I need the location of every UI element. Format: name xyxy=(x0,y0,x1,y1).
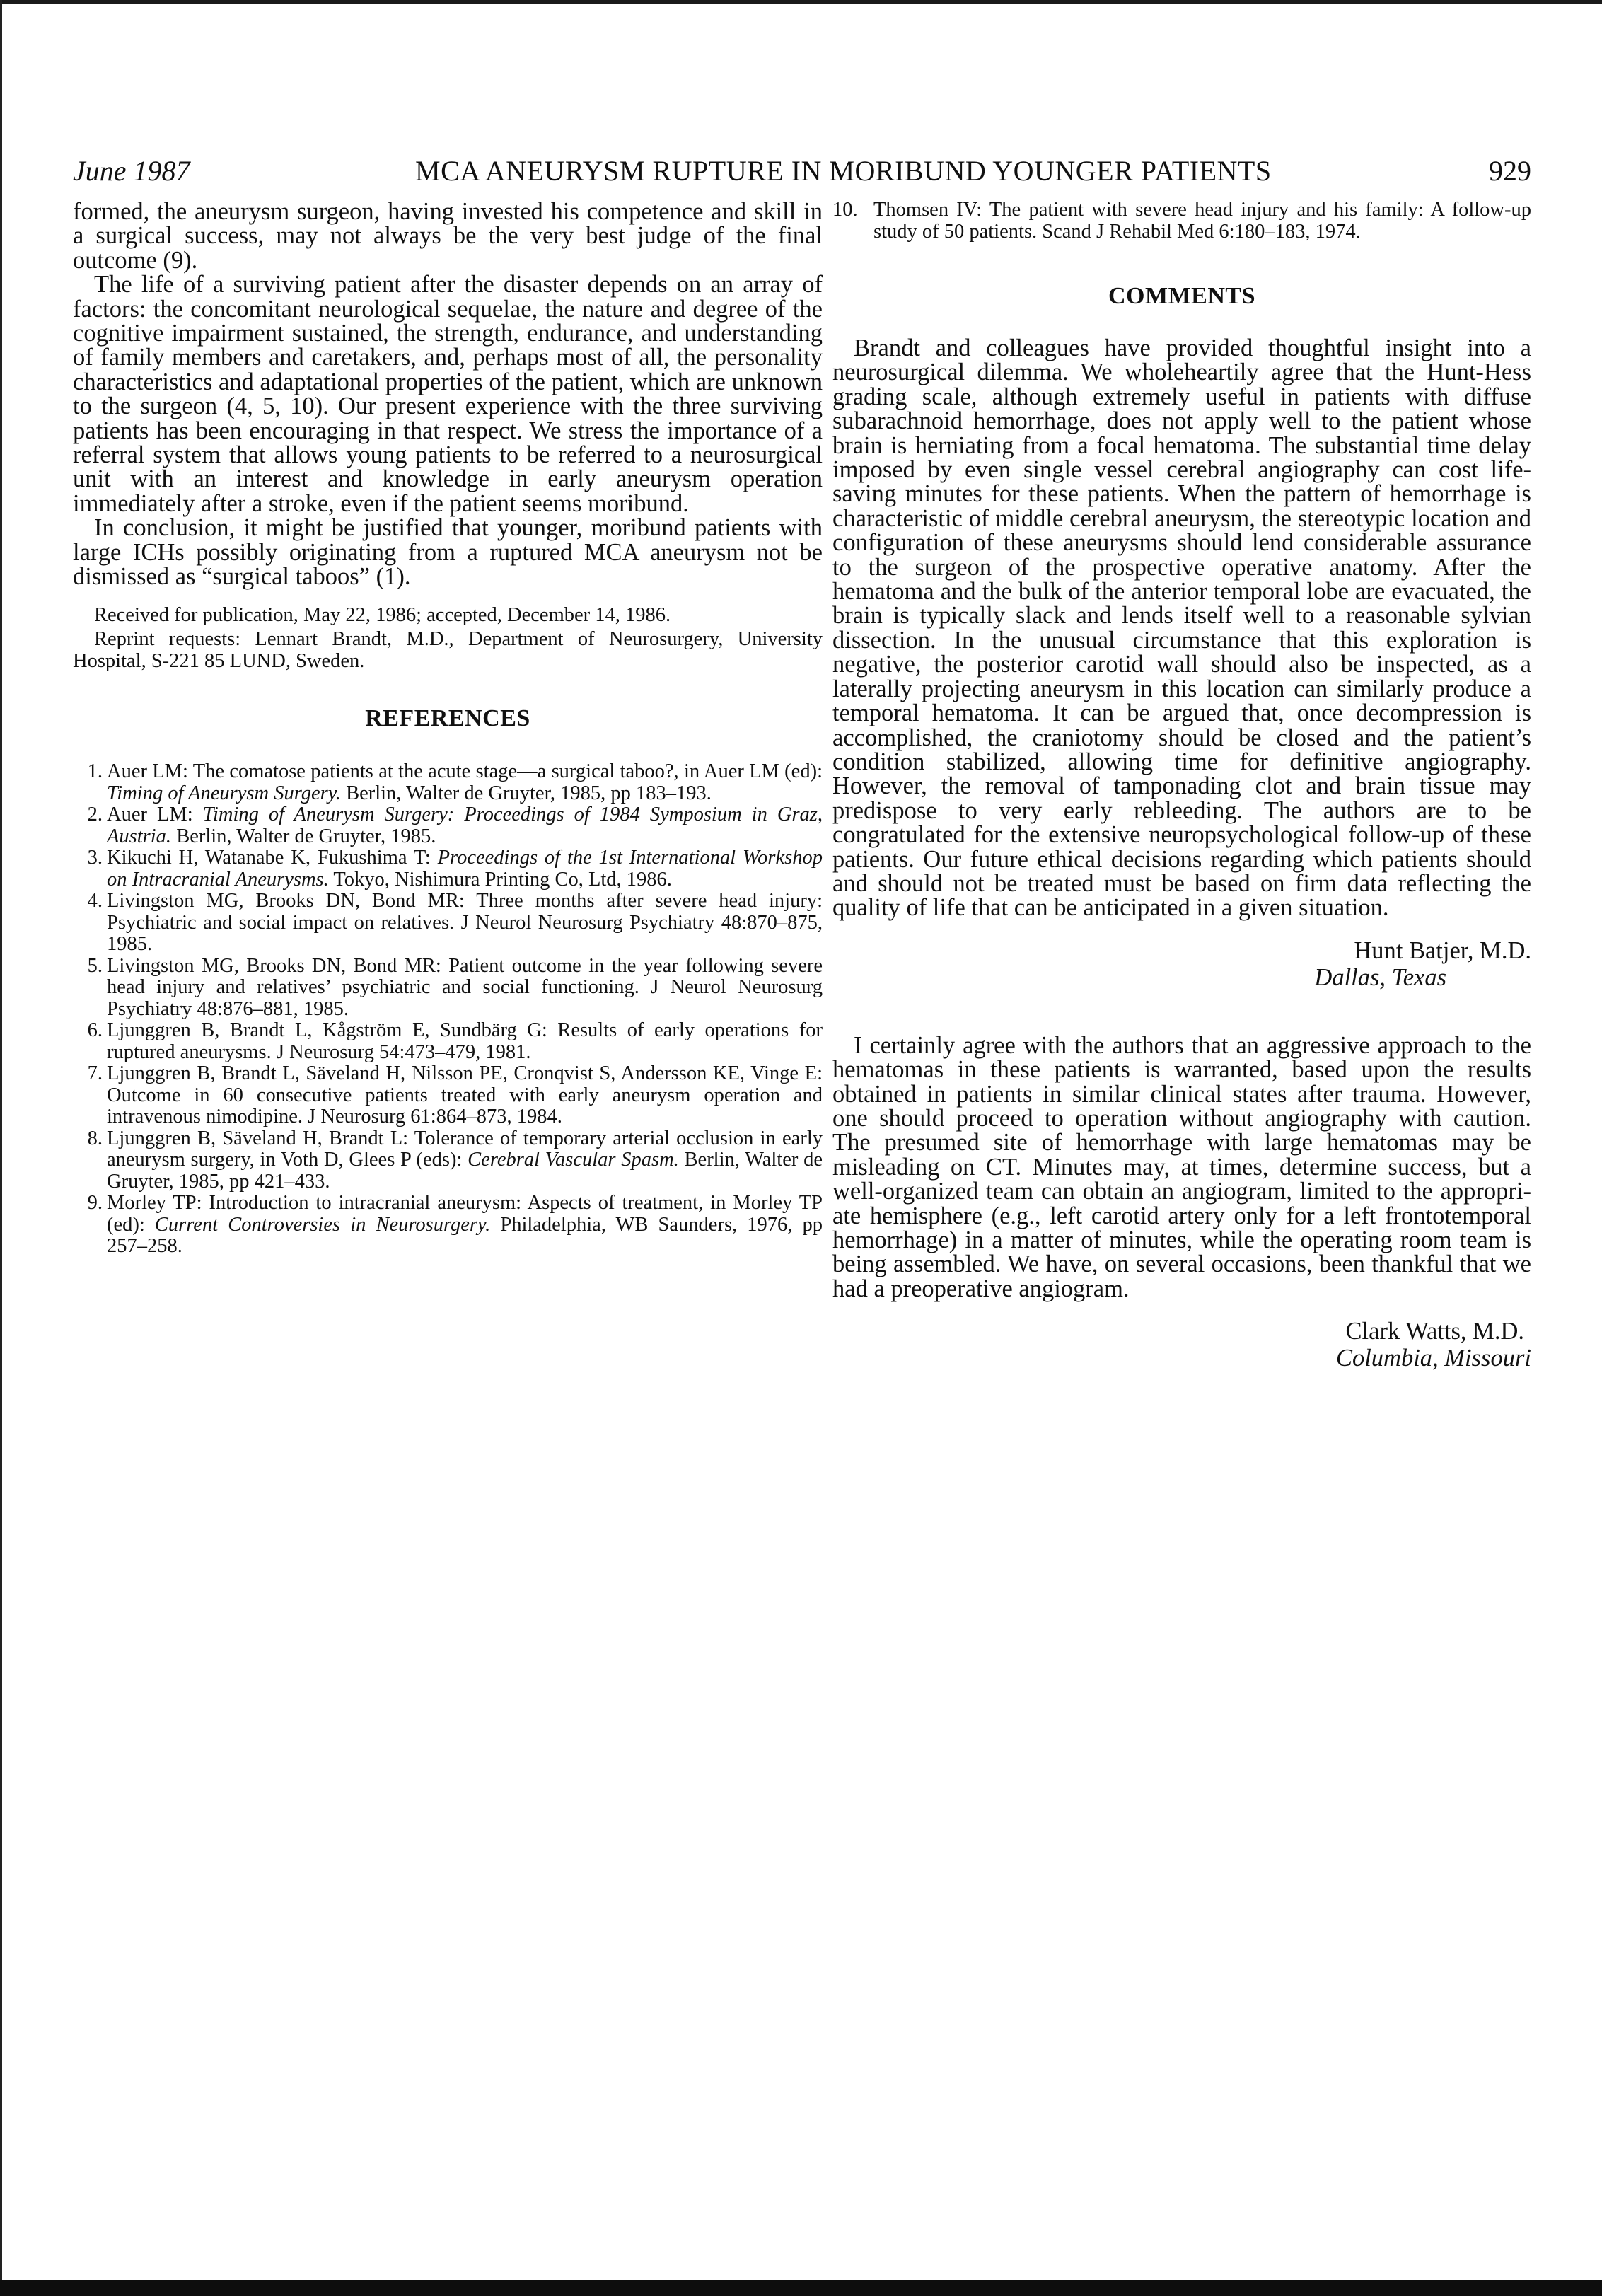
comment-location: Columbia, Missouri xyxy=(1335,1345,1531,1372)
scan-edge-bottom xyxy=(0,2280,1602,2296)
running-head xyxy=(73,153,1531,190)
received-note: Received for publication, May 22, 1986; accepted, December 14, 1986. xyxy=(94,603,671,626)
reference-title-italic: Timing of Aneurysm Surgery. xyxy=(107,782,341,804)
reference-item xyxy=(73,1193,823,1258)
references-list xyxy=(73,761,823,1258)
running-title: MCA ANEURYSM RUPTURE IN MORIBUND YOUNGER PATIENTS xyxy=(415,155,1272,187)
comment-watts xyxy=(832,1033,1531,1372)
reference-number: 4. xyxy=(87,890,103,912)
article-notes xyxy=(73,605,823,673)
scan-edge-left xyxy=(0,0,2,2296)
reference-publisher: Berlin, Walter de Gruyter, 1985, pp 183–193. xyxy=(340,782,712,804)
reference-item xyxy=(73,761,823,804)
comment-author: Hunt Batjer, M.D. xyxy=(1354,937,1531,964)
reference-text: Ljunggren B, Säveland H, Brandt L: Tolerance of temporary arterial occlusion in early aneurysm surgery, in Voth D, Glees P (eds): xyxy=(107,1127,823,1171)
reference-item xyxy=(73,1128,823,1193)
reference-item xyxy=(73,891,823,956)
reference-number: 8. xyxy=(87,1127,103,1149)
reference-title-italic: Timing of Aneurysm Surgery: Proceedings of 1984 Symposium in Graz, Austria. xyxy=(107,804,823,847)
reference-text: Morley TP: Introduction to intracranial aneurysm: Aspects of treatment, in Morley TP (ed): xyxy=(107,1192,823,1236)
reference-title-italic: Cerebral Vascular Spasm. xyxy=(468,1149,679,1171)
reference-item xyxy=(73,804,823,847)
right-column xyxy=(832,199,1531,1372)
comment-signature xyxy=(832,937,1531,991)
reference-number: 2. xyxy=(87,804,103,825)
reference-number: 10. xyxy=(832,199,858,221)
reference-text: Livingston MG, Brooks DN, Bond MR: Three months after severe head injury: Psychiatric and social impact on relatives. J Neurol Neurosurg Psychiatry 48:870–875, 1985. xyxy=(107,890,823,955)
issue-date: June 1987 xyxy=(73,155,190,187)
comment-signature xyxy=(832,1318,1531,1372)
reference-number: 1. xyxy=(87,760,103,782)
scan-edge-top xyxy=(0,0,1602,4)
reference-item xyxy=(73,1020,823,1063)
body-paragraph: formed, the aneurysm surgeon, having invested his competence and skill in a surgical success, may not always be the very best judge of the final outcome (9). xyxy=(73,198,823,274)
reference-text: Auer LM: xyxy=(107,804,203,825)
comment-author: Clark Watts, M.D. xyxy=(1345,1318,1524,1345)
reference-item xyxy=(832,199,1531,243)
reference-title-italic: Proceedings of the 1st International Workshop on Intracranial Aneurysms. xyxy=(107,847,823,891)
reprint-note: Reprint requests: Lennart Brandt, M.D., Department of Neurosurgery, University Hospital, S-221 85 LUND, Sweden. xyxy=(73,628,823,672)
body-paragraph: In conclusion, it might be justified that younger, moribund patients with large ICHs possibly originating from a ruptured MCA aneurysm not be dismissed as “surgical taboos” (1). xyxy=(73,514,823,591)
body-paragraph: The life of a surviving patient after the disaster depends on an array of factors: the concomitant neurological sequelae, the nature and degree of the cognitive impairment sustained, the strength, endurance, and understanding of family members and caretakers, and, perhaps most of all, the personality characteristics and adaptational properties of the patient, which are unknown to the surgeon (4, 5, 10). Our present experience with the three surviving patients has been encouraging in that respect. We stress the importance of a referral system that allows young patients to be referred to a neurosurgical unit with an interest and knowledge in early aneurysm operation immediately after a stroke, even if the patient seems moribund. xyxy=(73,271,823,517)
references-list-continued xyxy=(832,199,1531,243)
comment-batjer xyxy=(832,336,1531,991)
reference-item xyxy=(73,956,823,1021)
reference-publisher: Berlin, Walter de Gruyter, 1985. xyxy=(171,825,436,847)
reference-text: Thomsen IV: The patient with severe head injury and his family: A follow-up study of 50 patients. Scand J Rehabil Med 6:180–183, 1974. xyxy=(873,199,1531,243)
reference-text: Ljunggren B, Brandt L, Säveland H, Nilsson PE, Cronqvist S, Andersson KE, Vinge E: Outcome in 60 consecutive patients treated with early aneurysm operation and intravenous nimodipine. J Neurosurg 61:864–873, 1984. xyxy=(107,1062,823,1127)
left-column xyxy=(73,199,823,1258)
reference-text: Auer LM: The comatose patients at the acute stage—a surgical taboo?, in Auer LM (ed): xyxy=(107,760,823,782)
reference-text: Livingston MG, Brooks DN, Bond MR: Patient outcome in the year following severe head injury and relatives’ psychiatric and social functioning. J Neurol Neurosurg Psychiatry 48:876–881, 1985. xyxy=(107,954,823,1020)
reference-number: 5. xyxy=(87,954,103,977)
reference-number: 9. xyxy=(87,1192,103,1214)
comments-heading: COMMENTS xyxy=(1108,283,1255,309)
reference-publisher: Berlin, Walter de Gruyter, 1985, pp 421–433. xyxy=(107,1149,823,1193)
reference-item xyxy=(73,1063,823,1128)
reference-publisher: Tokyo, Nishimura Printing Co, Ltd, 1986. xyxy=(328,868,672,891)
references-heading: REFERENCES xyxy=(365,705,530,731)
page-number: 929 xyxy=(1489,155,1531,187)
comment-text: Brandt and colleagues have provided thoughtful insight into a neurosurgical dilemma. We wholeheartily agree that the Hunt-Hess grading scale, although extremely useful in patients with diffuse subarachnoid hemorrhage, does not apply well to the patient whose brain is herniating from a focal hematoma. The substantial time delay imposed by even single vessel cerebral angiography can cost life-saving minutes for these patients. When the pattern of hemorrhage is characteristic of middle cerebral aneurysm, the stereotypic location and configuration of these aneurysms should lend considerable assurance to the surgeon of the prospective operative anatomy. After the hematoma and the bulk of the anterior temporal lobe are evacuated, the brain is typically slack and lends itself well to a reasonable sylvian dissection. In the unusual circumstance that this exploration is negative, the posterior carotid wall should also be inspected, as a laterally projecting aneurysm in this location can similarly produce a temporal hematoma. It can be argued that, once decompression is accomplished, the craniotomy should be closed and the patient’s condition stabilized, allowing time for definitive angiography. However, the removal of tamponading clot and brain tissue may predispose to very early rebleeding. The authors are to be congratulated for the extensive neuropsychological follow-up of these patients. Our future ethical decisions regarding which patients should and should not be treated must be based on firm data reflecting the quality of life that can be anticipated in a given situation. xyxy=(832,335,1531,922)
reference-number: 3. xyxy=(87,847,103,869)
reference-text: Kikuchi H, Watanabe K, Fukushima T: xyxy=(107,847,438,869)
comment-location: Dallas, Texas xyxy=(1314,963,1446,991)
reference-number: 7. xyxy=(87,1062,103,1084)
reference-text: Ljunggren B, Brandt L, Kågström E, Sundbärg G: Results of early operations for ruptured aneurysms. J Neurosurg 54:473–479, 1981. xyxy=(107,1019,823,1063)
reference-number: 6. xyxy=(87,1019,103,1041)
comment-text: I certainly agree with the authors that an aggressive approach to the hematomas in these patients is warranted, based upon the results obtained in patients in similar clinical states after trauma. However, one should proceed to operation without angiography with caution. The presumed site of hemorrhage with large hematomas may be misleading on CT. Minutes may, at times, determine success, but a well-organized team can obtain an angiogram, limited to the appropriate hemisphere (e.g., left carotid artery only for a left frontotemporal hemorrhage) in a matter of minutes, while the operating room team is being assembled. We have, on several occasions, been thankful that we had a preoperative angiogram. xyxy=(832,1031,1531,1302)
reference-item xyxy=(73,847,823,891)
reference-publisher: Philadelphia, WB Saunders, 1976, pp 257–258. xyxy=(107,1213,823,1257)
reference-title-italic: Current Controversies in Neurosurgery. xyxy=(154,1213,491,1236)
